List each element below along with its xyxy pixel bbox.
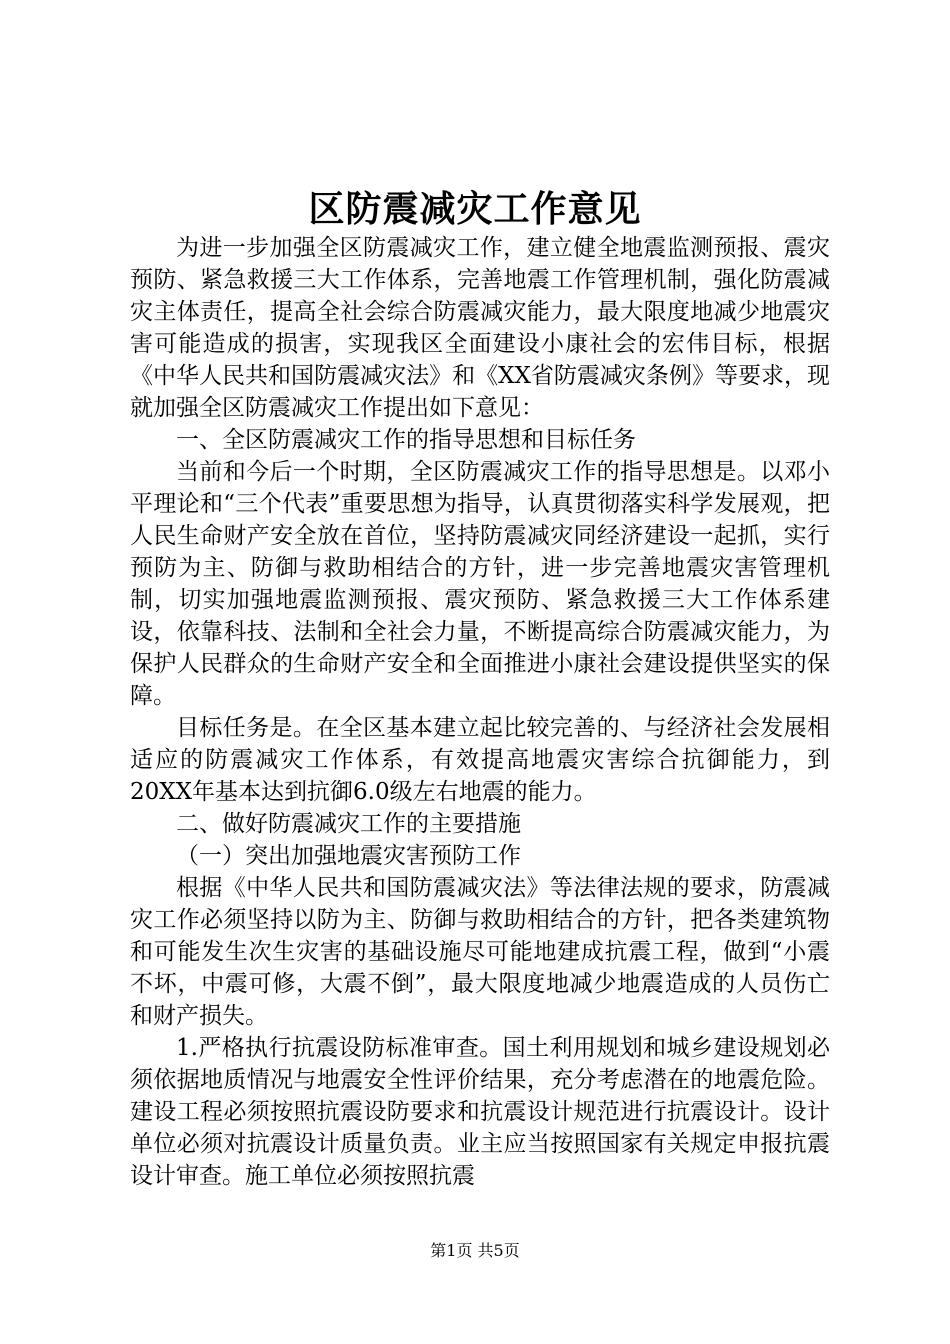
paragraph-guiding-thought: 当前和今后一个时期，全区防震减灾工作的指导思想是。以邓小平理论和“三个代表”重要思想为指导，认真贯彻落实科学发展观，把人民生命财产安全放在首位，坚持防震减灾同经济建设一起抓，实行预防为主、防御与救助相结合的方针，进一步完善地震灾害管理机制，切实加强地震监测预报、震灾预防、紧急救援三大工作体系建设，依靠科技、法制和全社会力量，不断提高综合防震减灾能力，为保护人民群众的生命财产安全和全面推进小康社会建设提供坚实的保障。 <box>130 459 830 709</box>
paragraph-intro: 为进一步加强全区防震减灾工作，建立健全地震监测预报、震灾预防、紧急救援三大工作体系，完善地震工作管理机制，强化防震减灾主体责任，提高全社会综合防震减灾能力，最大限度地减少地震灾害可能造成的损害，实现我区全面建设小康社会的宏伟目标，根据《中华人民共和国防震减灾法》和《XX省防震减灾条例》等要求，现就加强全区防震减灾工作提出如下意见： <box>130 235 830 421</box>
paragraph-item-1: 1.严格执行抗震设防标准审查。国土利用规划和城乡建设规划必须依据地质情况与地震安全性评价结果，充分考虑潜在的地震危险。建设工程必须按照抗震设防要求和抗震设计规范进行抗震设计。设计单位必须对抗震设计质量负责。业主应当按照国家有关规定申报抗震设计审查。施工单位必须按照抗震 <box>130 1035 830 1189</box>
paragraph-goals: 目标任务是。在全区基本建立起比较完善的、与经济社会发展相适应的防震减灾工作体系，有效提高地震灾害综合抗御能力，到20XX年基本达到抗御6.0级左右地震的能力。 <box>130 715 830 805</box>
page-footer: 第1页 共5页 <box>430 1241 520 1260</box>
paragraph-prevention: 根据《中华人民共和国防震减灾法》等法律法规的要求，防震减灾工作必须坚持以防为主、防御与救助相结合的方针，把各类建筑物和可能发生次生灾害的基础设施尽可能地建成抗震工程，做到“小震不坏，中震可修，大震不倒”，最大限度地减少地震造成的人员伤亡和财产损失。 <box>130 875 830 1029</box>
document-title: 区防震减灾工作意见 <box>308 188 642 230</box>
document-body <box>130 232 830 1192</box>
heading-subsection-1: （一）突出加强地震灾害预防工作 <box>176 843 521 869</box>
heading-section-1: 一、全区防震减灾工作的指导思想和目标任务 <box>176 427 636 453</box>
heading-section-2: 二、做好防震减灾工作的主要措施 <box>176 811 521 837</box>
